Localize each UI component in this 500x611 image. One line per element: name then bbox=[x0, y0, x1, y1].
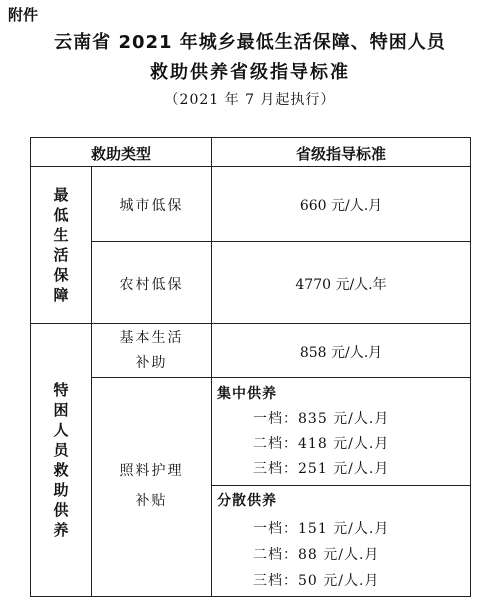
row-divider-basic-care bbox=[91, 377, 470, 378]
section-dispersed-support: 分散供养 bbox=[217, 493, 277, 509]
type-rural-minimum: 农村低保 bbox=[119, 277, 184, 293]
section-divider-care bbox=[211, 485, 470, 486]
type-urban-minimum: 城市低保 bbox=[119, 198, 184, 214]
standard-basic-living: 858 元/人.月 bbox=[299, 345, 383, 361]
row-divider-urban-rural bbox=[91, 241, 470, 242]
section-centralized-support: 集中供养 bbox=[217, 386, 277, 402]
standards-table bbox=[30, 137, 471, 597]
group-label-divider bbox=[91, 166, 92, 596]
standard-urban-minimum: 660 元/人.月 bbox=[299, 198, 383, 214]
header-divider bbox=[31, 166, 470, 167]
tier-row: 三档：50 元/人.月 bbox=[253, 573, 380, 589]
tier-row: 一档：835 元/人.月 bbox=[253, 411, 390, 427]
type-basic-living-line1: 基本生活 bbox=[119, 330, 184, 346]
group-label-destitute-support: 特 困 人 员 救 助 供 养 bbox=[53, 381, 69, 539]
type-basic-living-line2: 补助 bbox=[135, 355, 168, 371]
group-divider bbox=[31, 323, 470, 324]
tier-row: 一档：151 元/人.月 bbox=[253, 521, 390, 537]
column-header-type: 救助类型 bbox=[90, 145, 151, 163]
attachment-label: 附件 bbox=[8, 6, 39, 24]
type-care-line1: 照料护理 bbox=[119, 463, 184, 479]
document-title-line1: 云南省 2021 年城乡最低生活保障、特困人员 bbox=[54, 32, 446, 53]
tier-row: 二档：418 元/人.月 bbox=[253, 436, 390, 452]
standard-rural-minimum: 4770 元/人.年 bbox=[295, 277, 387, 293]
group-label-minimum-living: 最 低 生 活 保 障 bbox=[53, 186, 69, 304]
tier-row: 三档：251 元/人.月 bbox=[253, 461, 390, 477]
type-care-line2: 补贴 bbox=[135, 493, 168, 509]
column-header-standard: 省级指导标准 bbox=[295, 145, 386, 163]
tier-row: 二档：88 元/人.月 bbox=[253, 547, 380, 563]
effective-date-subtitle: （2021 年 7 月起执行） bbox=[164, 92, 336, 108]
document-title-line2: 救助供养省级指导标准 bbox=[150, 62, 350, 83]
